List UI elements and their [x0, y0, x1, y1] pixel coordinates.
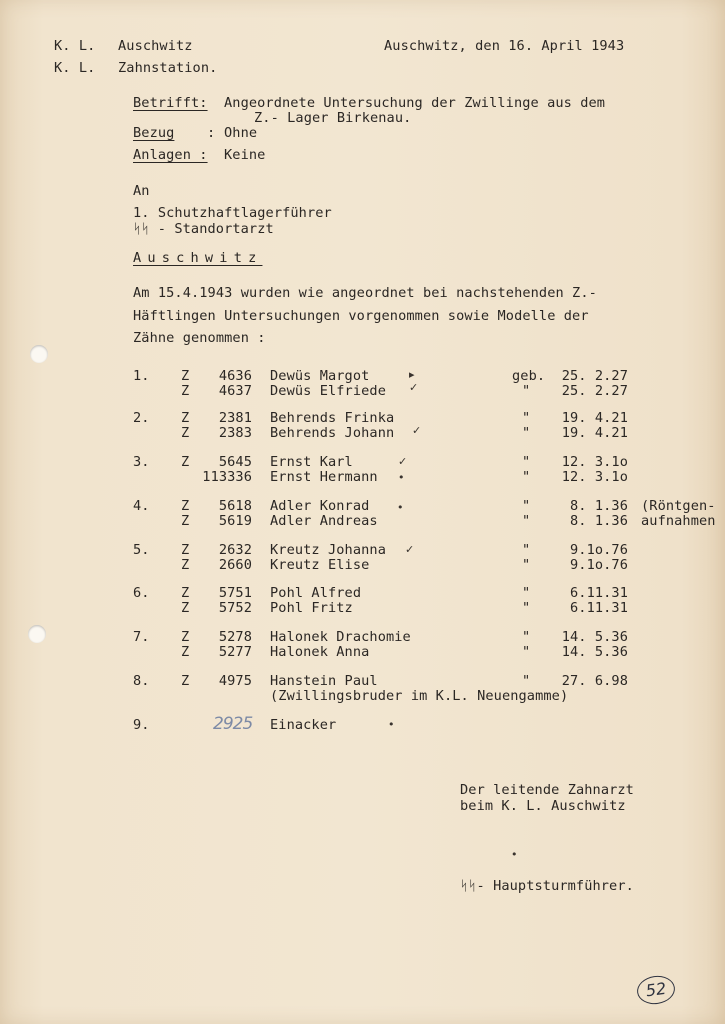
bezug-value: Ohne	[224, 125, 258, 141]
prisoner-number: 113336	[202, 469, 252, 485]
prisoner-name: (Zwillingsbruder im K.L. Neuengamme)	[270, 688, 569, 704]
born-marker: "	[522, 454, 531, 470]
entry-number: 3.	[133, 454, 150, 470]
entry-number: 9.	[133, 717, 150, 733]
entry-number: 8.	[133, 673, 150, 689]
prisoner-prefix: Z	[181, 425, 190, 441]
entry-number: 4.	[133, 498, 150, 514]
prisoner-name: Behrends Frinka	[270, 410, 395, 426]
prisoner-prefix: Z	[181, 557, 190, 573]
birth-date: 8. 1.36	[570, 498, 628, 514]
bezug-label: Bezug	[133, 125, 175, 141]
birth-date: 19. 4.21	[561, 410, 628, 426]
page-number-stamp: 52	[635, 973, 677, 1006]
born-marker: "	[522, 383, 531, 399]
birth-date: 9.1o.76	[570, 557, 628, 573]
prisoner-number: 5645	[218, 454, 252, 470]
prisoner-number: 4637	[218, 383, 252, 399]
born-marker: "	[522, 585, 531, 601]
check-mark: ✓	[398, 455, 408, 468]
birth-date: 19. 4.21	[561, 425, 628, 441]
anlagen-label: Anlagen :	[133, 147, 208, 163]
entry-number: 6.	[133, 585, 150, 601]
prisoner-name: Adler Andreas	[270, 513, 378, 529]
prisoner-name: Halonek Drachomie	[270, 629, 411, 645]
prisoner-name: Behrends Johann	[270, 425, 395, 441]
birth-date: 14. 5.36	[561, 644, 628, 660]
birth-date: 12. 3.1o	[561, 469, 628, 485]
entry-number: 2.	[133, 410, 150, 426]
prisoner-number: 5752	[218, 600, 252, 616]
prisoner-prefix: Z	[181, 629, 190, 645]
prisoner-name: Pohl Alfred	[270, 585, 362, 601]
born-marker: "	[522, 542, 531, 558]
prisoner-number: 2381	[218, 410, 252, 426]
check-mark: •	[398, 471, 405, 484]
prisoner-number: 2660	[218, 557, 252, 573]
prisoner-prefix: Z	[181, 410, 190, 426]
check-mark: ✓	[409, 381, 419, 394]
body-line3: Zähne genommen :	[133, 330, 266, 346]
birth-date: 6.11.31	[570, 585, 628, 601]
birth-date: 6.11.31	[570, 600, 628, 616]
punch-hole-top	[30, 345, 48, 363]
prisoner-name: Kreutz Johanna	[270, 542, 386, 558]
prisoner-number: 4975	[218, 673, 252, 689]
body-line2: Häftlingen Untersuchungen vorgenommen sowie Modelle der	[133, 308, 589, 324]
signature-dot: •	[511, 848, 518, 861]
birth-date: 14. 5.36	[561, 629, 628, 645]
prisoner-number: 4636	[218, 368, 252, 384]
recipient-line1: 1. Schutzhaftlagerführer	[133, 205, 332, 221]
prisoner-name: Ernst Hermann	[270, 469, 378, 485]
prisoner-prefix: Z	[181, 454, 190, 470]
prisoner-name: Pohl Fritz	[270, 600, 353, 616]
birth-date: 12. 3.1o	[561, 454, 628, 470]
header-kl-1: K. L.	[54, 38, 96, 54]
check-mark: ✓	[412, 424, 422, 437]
born-marker: "	[522, 557, 531, 573]
entry-number: 5.	[133, 542, 150, 558]
born-marker: "	[522, 673, 531, 689]
birth-date: 25. 2.27	[561, 368, 628, 384]
recipient-line2: ᛋᛋ - Standortarzt	[133, 221, 274, 237]
punch-hole-bottom	[28, 625, 46, 643]
prisoner-name: Dewüs Margot	[270, 368, 370, 384]
prisoner-prefix: Z	[181, 644, 190, 660]
birth-date: 8. 1.36	[570, 513, 628, 529]
betrifft-line1: Angeordnete Untersuchung der Zwillinge aus dem	[224, 95, 606, 111]
born-marker: "	[522, 469, 531, 485]
check-mark: ▸	[409, 368, 415, 381]
header-auschwitz: Auschwitz	[118, 38, 193, 54]
prisoner-name: Einacker	[270, 717, 337, 733]
xray-note: (Röntgen-	[641, 498, 716, 514]
prisoner-prefix: Z	[181, 585, 190, 601]
entry-number: 7.	[133, 629, 150, 645]
born-marker: "	[522, 600, 531, 616]
prisoner-name: Hanstein Paul	[270, 673, 378, 689]
bezug-colon: :	[207, 125, 216, 141]
born-marker: "	[522, 644, 531, 660]
prisoner-prefix: Z	[181, 673, 190, 689]
check-mark: ✓	[405, 543, 415, 556]
signature-line1: Der leitende Zahnarzt	[460, 782, 634, 798]
birth-date: 27. 6.98	[561, 673, 628, 689]
prisoner-prefix: Z	[181, 513, 190, 529]
check-mark: •	[397, 501, 404, 514]
prisoner-name: Adler Konrad	[270, 498, 370, 514]
header-date: Auschwitz, den 16. April 1943	[384, 38, 625, 54]
prisoner-number: 5619	[218, 513, 252, 529]
born-marker: geb.	[512, 368, 546, 384]
signature-rank: ᛋᛋ- Hauptsturmführer.	[460, 878, 634, 894]
born-marker: "	[522, 513, 531, 529]
betrifft-label: Betrifft:	[133, 95, 208, 111]
prisoner-name: Dewüs Elfriede	[270, 383, 386, 399]
prisoner-number: 2383	[218, 425, 252, 441]
prisoner-prefix: Z	[181, 600, 190, 616]
birth-date: 9.1o.76	[570, 542, 628, 558]
prisoner-prefix: Z	[181, 368, 190, 384]
prisoner-name: Kreutz Elise	[270, 557, 370, 573]
prisoner-prefix: Z	[181, 542, 190, 558]
recipient-an: An	[133, 183, 150, 199]
prisoner-number: 2632	[218, 542, 252, 558]
prisoner-prefix: Z	[181, 498, 190, 514]
prisoner-prefix: Z	[181, 383, 190, 399]
prisoner-number: 5278	[218, 629, 252, 645]
prisoner-number: 5277	[218, 644, 252, 660]
check-mark: •	[388, 718, 395, 731]
signature-line2: beim K. L. Auschwitz	[460, 798, 626, 814]
xray-note: aufnahmen	[641, 513, 716, 529]
handwritten-number: 2925	[213, 714, 253, 734]
body-line1: Am 15.4.1943 wurden wie angeordnet bei nachstehenden Z.-	[133, 285, 597, 301]
anlagen-value: Keine	[224, 147, 266, 163]
entry-number: 1.	[133, 368, 150, 384]
born-marker: "	[522, 410, 531, 426]
born-marker: "	[522, 425, 531, 441]
header-kl-2: K. L.	[54, 60, 96, 76]
betrifft-line2: Z.- Lager Birkenau.	[254, 110, 412, 126]
born-marker: "	[522, 629, 531, 645]
prisoner-number: 5618	[218, 498, 252, 514]
recipient-place: Auschwitz	[133, 250, 263, 266]
header-zahnstation: Zahnstation.	[118, 60, 218, 76]
prisoner-name: Halonek Anna	[270, 644, 370, 660]
prisoner-number: 5751	[218, 585, 252, 601]
born-marker: "	[522, 498, 531, 514]
prisoner-name: Ernst Karl	[270, 454, 353, 470]
birth-date: 25. 2.27	[561, 383, 628, 399]
